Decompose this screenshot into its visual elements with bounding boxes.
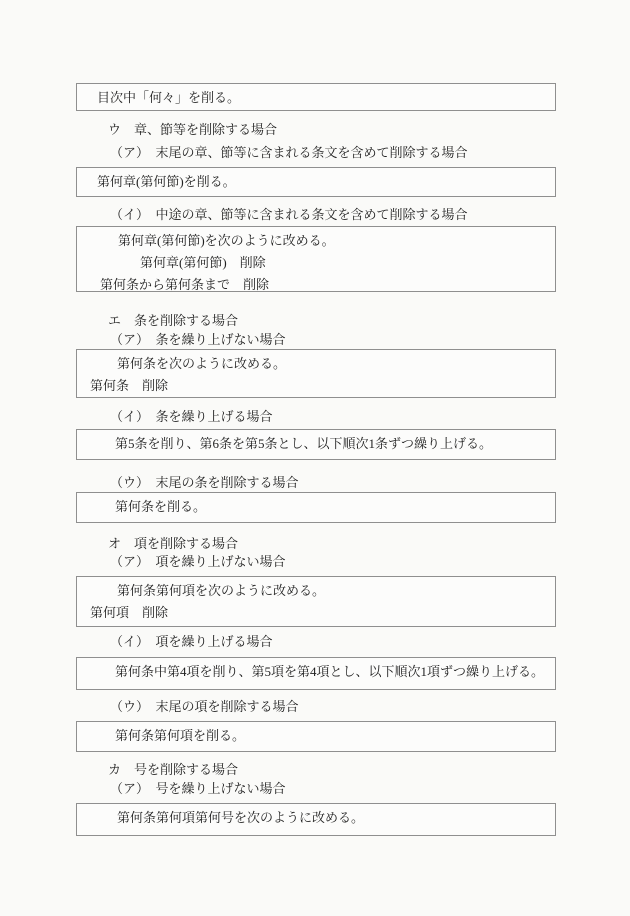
heading-paren-u-2: （ウ） 末尾の項を削除する場合 [110,699,299,714]
heading-paren-a-2: （ア） 条を繰り上げない場合 [110,332,286,347]
heading-kana-e: エ 条を削除する場合 [108,313,239,328]
box-text-line: 第何章(第何節)を次のように改める。 [118,233,335,248]
heading-paren-a-3: （ア） 項を繰り上げない場合 [110,554,286,569]
heading-kana-o: オ 項を削除する場合 [108,536,239,551]
box-text-line: 第何条第何項第何号を次のように改める。 [117,810,365,825]
example-box-chapter-amend [76,226,556,292]
heading-paren-i-1: （イ） 中途の章、節等に含まれる条文を含めて削除する場合 [110,207,468,222]
example-box-article-renumber [76,429,556,460]
example-box-item-amend [76,803,556,836]
box-text-line: 第何項 削除 [90,605,169,620]
heading-paren-a-4: （ア） 号を繰り上げない場合 [110,781,286,796]
box-text-line: 第何条第何項を次のように改める。 [117,583,326,598]
box-text-line: 第何章(第何節)を削る。 [97,174,236,189]
example-box-article-delete [76,492,556,523]
box-text-line: 第5条を削り、第6条を第5条とし、以下順次1条ずつ繰り上げる。 [115,436,493,451]
example-box-paragraph-delete [76,721,556,752]
heading-paren-a-1: （ア） 末尾の章、節等に含まれる条文を含めて削除する場合 [110,145,468,160]
box-text-line: 第何条第何項を削る。 [115,728,246,743]
box-text-line: 第何条を削る。 [115,499,207,514]
example-box-toc-delete [76,83,556,111]
heading-paren-i-2: （イ） 条を繰り上げる場合 [110,409,273,424]
heading-paren-u-1: （ウ） 末尾の条を削除する場合 [110,475,299,490]
heading-paren-i-3: （イ） 項を繰り上げる場合 [110,634,273,649]
box-text-line: 第何条を次のように改める。 [117,356,287,371]
example-box-paragraph-renumber [76,657,556,690]
box-text-line: 目次中「何々」を削る。 [97,90,241,105]
box-text-line: 第何条 削除 [90,378,169,393]
heading-kana-ka: カ 号を削除する場合 [108,762,239,777]
heading-kana-u: ウ 章、節等を削除する場合 [108,122,278,137]
example-box-chapter-delete [76,167,556,197]
box-text-line: 第何章(第何節) 削除 [140,255,266,270]
box-text-line: 第何条中第4項を削り、第5項を第4項とし、以下順次1項ずつ繰り上げる。 [115,664,545,679]
example-box-paragraph-amend [76,576,556,627]
example-box-article-amend [76,349,556,398]
box-text-line: 第何条から第何条まで 削除 [100,277,270,292]
